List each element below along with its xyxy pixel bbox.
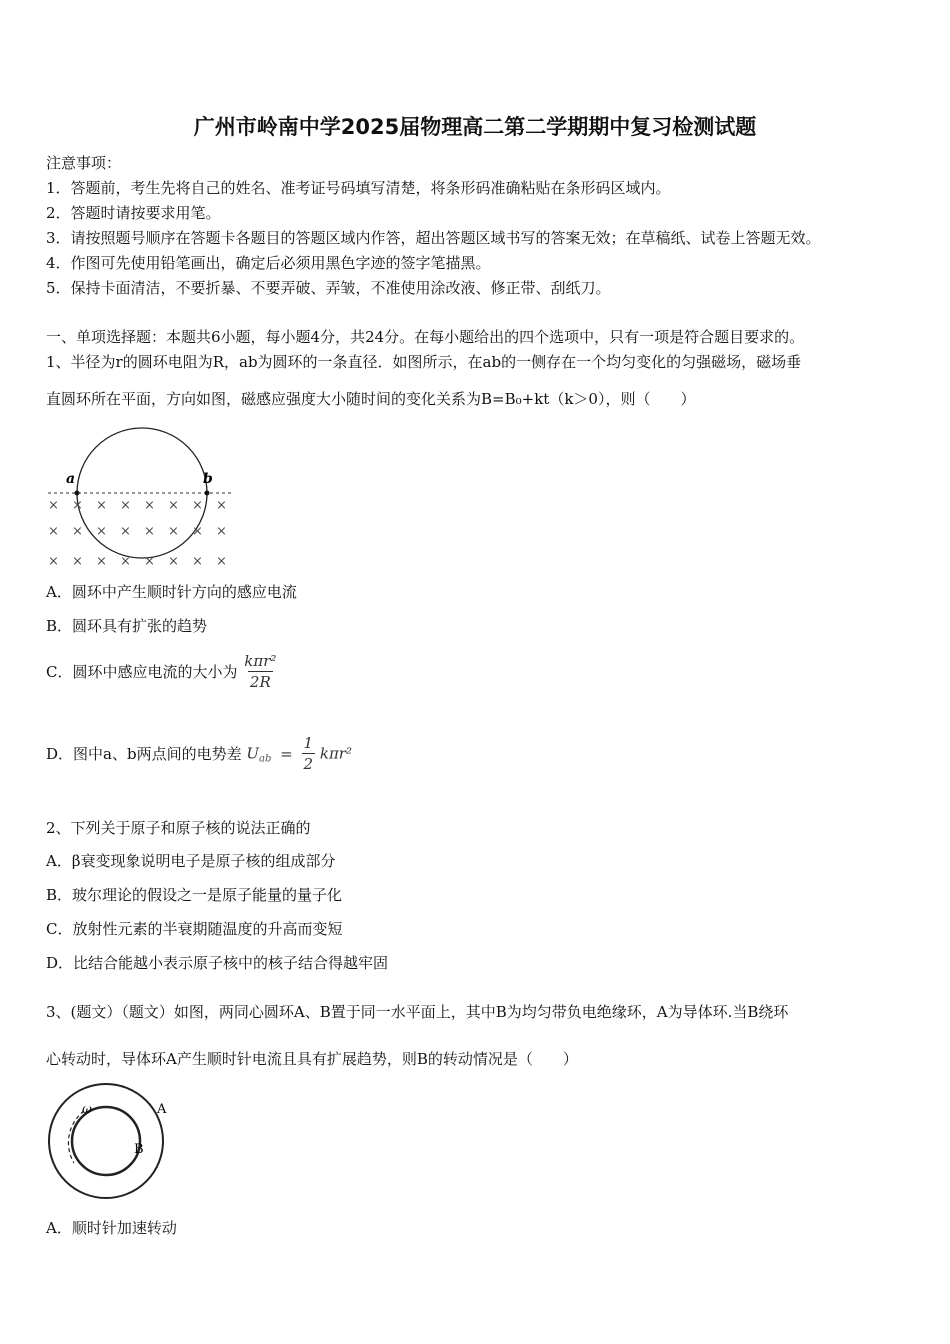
- svg-text:×: ×: [72, 498, 83, 513]
- formula-denominator: 2: [303, 755, 314, 773]
- q1-option-c-text: C．圆环中感应电流的大小为: [46, 663, 238, 681]
- formula-u: U: [246, 744, 260, 763]
- label-omega: ω: [82, 1102, 92, 1116]
- label-B: B: [134, 1142, 144, 1157]
- page-title: 广州市岭南中学2025届物理高二第二学期期中复习检测试题: [193, 115, 757, 139]
- q2-option-a: A．β衰变现象说明电子是原子核的组成部分: [46, 852, 336, 870]
- notice-item: 3．请按照题号顺序在答题卡各题目的答题区域内作答，超出答题区域书写的答案无效；在草稿纸、试卷上答题无效。: [46, 229, 821, 247]
- svg-text:×: ×: [216, 498, 227, 513]
- label-A: A: [157, 1102, 167, 1117]
- ring-b: [72, 1107, 140, 1175]
- question-3-stem-cont: 心转动时，导体环A产生顺时针电流且具有扩展趋势，则B的转动情况是（ ）: [46, 1050, 578, 1068]
- formula-sub: ab: [259, 753, 272, 765]
- notice-item: 4．作图可先使用铅笔画出，确定后必须用黑色字迹的签字笔描黑。: [46, 254, 491, 272]
- q1-option-d-text: D．图中a、b两点间的电势差: [46, 745, 242, 763]
- ring-a: [49, 1084, 163, 1198]
- svg-text:×: ×: [192, 498, 203, 513]
- svg-text:×: ×: [168, 554, 179, 569]
- q3-option-a: A．顺时针加速转动: [46, 1219, 177, 1237]
- svg-text:×: ×: [168, 498, 179, 513]
- label-b: b: [203, 471, 213, 487]
- q1-option-a: A．圆环中产生顺时针方向的感应电流: [46, 583, 297, 601]
- svg-text:×: ×: [96, 524, 107, 539]
- point-b: [205, 491, 210, 496]
- svg-text:×: ×: [72, 554, 83, 569]
- formula-fraction: [242, 652, 278, 691]
- svg-text:×: ×: [216, 524, 227, 539]
- section-heading: 一、单项选择题：本题共6小题，每小题4分，共24分。在每小题给出的四个选项中，只有一项是符合题目要求的。: [46, 328, 805, 346]
- formula-numerator: 1: [303, 734, 314, 752]
- point-a: [75, 491, 80, 496]
- formula-rhs: kπr²: [319, 744, 352, 763]
- q2-option-b: B．玻尔理论的假设之一是原子能量的量子化: [46, 886, 343, 904]
- q2-option-c: C．放射性元素的半衰期随温度的升高而变短: [46, 920, 343, 938]
- q1-option-b: B．圆环具有扩张的趋势: [46, 617, 208, 635]
- q1-figure: [46, 420, 236, 570]
- svg-text:×: ×: [48, 498, 59, 513]
- question-2-stem: 2、下列关于原子和原子核的说法正确的: [46, 819, 311, 837]
- question-1-stem-cont: 直圆环所在平面，方向如图，磁感应强度大小随时间的变化关系为B=B₀+kt（k＞0），则（ ）: [46, 390, 696, 408]
- formula-eq: =: [280, 744, 293, 763]
- svg-text:×: ×: [120, 498, 131, 513]
- svg-text:×: ×: [144, 498, 155, 513]
- svg-text:×: ×: [96, 554, 107, 569]
- formula-half: [302, 734, 316, 773]
- svg-text:×: ×: [216, 554, 227, 569]
- svg-text:×: ×: [120, 524, 131, 539]
- question-3-stem: 3、(题文）（题文）如图，两同心圆环A、B置于同一水平面上，其中B为均匀带负电绝缘环，A为导体环.当B绕环: [46, 1003, 789, 1021]
- svg-text:×: ×: [168, 524, 179, 539]
- notice-item: 5．保持卡面清洁，不要折暴、不要弄破、弄皱，不准使用涂改液、修正带、刮纸刀。: [46, 279, 611, 297]
- q1-option-c: [46, 652, 278, 691]
- svg-text:×: ×: [144, 554, 155, 569]
- q1-option-d: [46, 734, 352, 773]
- svg-text:×: ×: [48, 524, 59, 539]
- formula-numerator: kπr²: [244, 652, 277, 670]
- svg-text:×: ×: [120, 554, 131, 569]
- notice-item: 2．答题时请按要求用笔。: [46, 204, 221, 222]
- svg-text:×: ×: [72, 524, 83, 539]
- svg-text:×: ×: [96, 498, 107, 513]
- formula-denominator: 2R: [249, 673, 271, 691]
- notice-item: 1．答题前，考生先将自己的姓名、准考证号码填写清楚，将条形码准确粘贴在条形码区域内。: [46, 179, 671, 197]
- svg-text:×: ×: [192, 524, 203, 539]
- label-a: a: [66, 471, 76, 487]
- q3-figure: [44, 1083, 184, 1201]
- svg-text:×: ×: [48, 554, 59, 569]
- svg-text:×: ×: [192, 554, 203, 569]
- svg-text:×: ×: [144, 524, 155, 539]
- q2-option-d: D．比结合能越小表示原子核中的核子结合得越牢固: [46, 954, 389, 972]
- notice-heading: 注意事项：: [46, 154, 122, 172]
- question-1-stem: 1、半径为r的圆环电阻为R，ab为圆环的一条直径．如图所示，在ab的一侧存在一个均匀变化的匀强磁场，磁场垂: [46, 353, 802, 371]
